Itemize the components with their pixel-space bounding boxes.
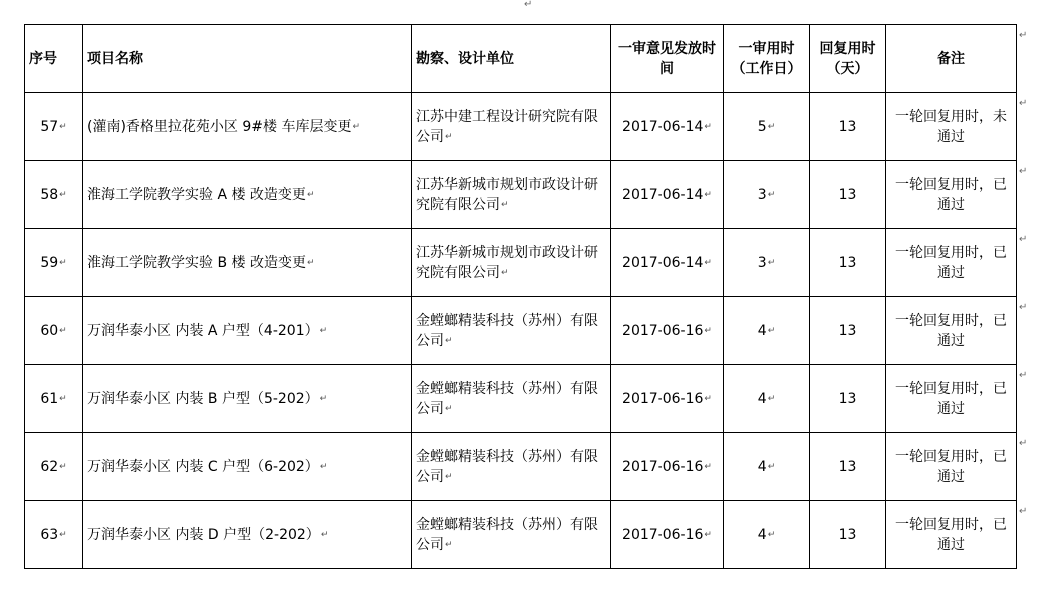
- project-table: [24, 24, 1017, 569]
- row-end-mark-icon: ↵: [1019, 438, 1028, 449]
- paragraph-mark-icon: ↵: [524, 0, 533, 10]
- project-name-cell: 万润华泰小区 内装 A 户型（4-201）↵: [83, 297, 412, 365]
- cell-mark-icon: ↵: [501, 199, 509, 210]
- row-end-mark-icon: ↵: [1019, 506, 1028, 517]
- cell-mark-icon: ↵: [767, 461, 776, 472]
- cell-mark-icon: ↵: [319, 393, 328, 404]
- cell-mark-icon: ↵: [704, 121, 712, 132]
- header-design-unit: 勘察、设计单位: [412, 25, 611, 93]
- table-row: [25, 501, 1017, 569]
- header-project-name: 项目名称: [83, 25, 412, 93]
- row-end-mark-icon: ↵: [1019, 166, 1028, 177]
- row-end-mark-icon: ↵: [1019, 302, 1028, 313]
- cell-mark-icon: ↵: [319, 325, 328, 336]
- review-date-cell: 2017-06-16↵: [611, 501, 724, 569]
- project-name-cell: 淮海工学院教学实验 B 楼 改造变更↵: [83, 229, 412, 297]
- cell-mark-icon: ↵: [59, 189, 67, 200]
- cell-mark-icon: ↵: [704, 529, 712, 540]
- first-review-days-cell: 5↵: [724, 93, 810, 161]
- note-cell: 一轮回复用时，已通过: [886, 297, 1017, 365]
- cell-mark-icon: ↵: [501, 267, 509, 278]
- note-cell: 一轮回复用时，已通过: [886, 501, 1017, 569]
- project-name-cell: 万润华泰小区 内装 B 户型（5-202）↵: [83, 365, 412, 433]
- cell-mark-icon: ↵: [767, 529, 776, 540]
- cell-mark-icon: ↵: [59, 393, 67, 404]
- first-review-days-cell: 4↵: [724, 433, 810, 501]
- seq-cell: 61↵: [25, 365, 83, 433]
- table-row: [25, 93, 1017, 161]
- row-end-mark-icon: ↵: [1019, 234, 1028, 245]
- cell-mark-icon: ↵: [445, 471, 453, 482]
- header-note: 备注: [886, 25, 1017, 93]
- seq-cell: 63↵: [25, 501, 83, 569]
- cell-mark-icon: ↵: [445, 403, 453, 414]
- cell-mark-icon: ↵: [704, 325, 712, 336]
- design-unit-cell: 金螳螂精装科技（苏州）有限公司↵: [412, 501, 611, 569]
- seq-cell: 60↵: [25, 297, 83, 365]
- review-date-cell: 2017-06-14↵: [611, 229, 724, 297]
- row-end-mark-icon: ↵: [1019, 370, 1028, 381]
- table-row: [25, 161, 1017, 229]
- review-date-cell: 2017-06-16↵: [611, 297, 724, 365]
- cell-mark-icon: ↵: [445, 131, 453, 142]
- reply-days-cell: 13: [810, 433, 886, 501]
- project-name-cell: 淮海工学院教学实验 A 楼 改造变更↵: [83, 161, 412, 229]
- note-cell: 一轮回复用时，已通过: [886, 229, 1017, 297]
- design-unit-cell: 江苏华新城市规划市政设计研究院有限公司↵: [412, 229, 611, 297]
- cell-mark-icon: ↵: [767, 393, 776, 404]
- reply-days-cell: 13: [810, 297, 886, 365]
- cell-mark-icon: ↵: [704, 189, 712, 200]
- reply-days-cell: 13: [810, 501, 886, 569]
- row-end-mark-icon: ↵: [1019, 98, 1028, 109]
- cell-mark-icon: ↵: [59, 529, 67, 540]
- seq-cell: 57↵: [25, 93, 83, 161]
- cell-mark-icon: ↵: [59, 325, 67, 336]
- cell-mark-icon: ↵: [704, 393, 712, 404]
- cell-mark-icon: ↵: [767, 189, 776, 200]
- cell-mark-icon: ↵: [445, 539, 453, 550]
- cell-mark-icon: ↵: [306, 189, 315, 200]
- first-review-days-cell: 4↵: [724, 297, 810, 365]
- table-row: [25, 433, 1017, 501]
- row-end-mark-icon: ↵: [1019, 30, 1028, 41]
- design-unit-cell: 金螳螂精装科技（苏州）有限公司↵: [412, 297, 611, 365]
- project-name-cell: 万润华泰小区 内装 C 户型（6-202）↵: [83, 433, 412, 501]
- reply-days-cell: 13: [810, 229, 886, 297]
- seq-cell: 58↵: [25, 161, 83, 229]
- review-date-cell: 2017-06-16↵: [611, 365, 724, 433]
- header-seq: 序号: [25, 25, 83, 93]
- review-date-cell: 2017-06-16↵: [611, 433, 724, 501]
- review-date-cell: 2017-06-14↵: [611, 161, 724, 229]
- header-first-review-date: 一审意见发放时间: [611, 25, 724, 93]
- cell-mark-icon: ↵: [319, 461, 328, 472]
- table-row: [25, 229, 1017, 297]
- design-unit-cell: 金螳螂精装科技（苏州）有限公司↵: [412, 433, 611, 501]
- cell-mark-icon: ↵: [352, 121, 361, 132]
- design-unit-cell: 江苏中建工程设计研究院有限公司↵: [412, 93, 611, 161]
- cell-mark-icon: ↵: [306, 257, 315, 268]
- seq-cell: 62↵: [25, 433, 83, 501]
- first-review-days-cell: 3↵: [724, 161, 810, 229]
- cell-mark-icon: ↵: [704, 257, 712, 268]
- cell-mark-icon: ↵: [704, 461, 712, 472]
- seq-cell: 59↵: [25, 229, 83, 297]
- project-name-cell: (灌南)香格里拉花苑小区 9#楼 车库层变更↵: [83, 93, 412, 161]
- note-cell: 一轮回复用时，已通过: [886, 161, 1017, 229]
- cell-mark-icon: ↵: [59, 121, 67, 132]
- reply-days-cell: 13: [810, 365, 886, 433]
- cell-mark-icon: ↵: [767, 121, 776, 132]
- design-unit-cell: 金螳螂精装科技（苏州）有限公司↵: [412, 365, 611, 433]
- table-header-row: [25, 25, 1017, 93]
- header-first-review-days: 一审用时（工作日）: [724, 25, 810, 93]
- cell-mark-icon: ↵: [59, 461, 67, 472]
- cell-mark-icon: ↵: [445, 335, 453, 346]
- project-name-cell: 万润华泰小区 内装 D 户型（2-202）↵: [83, 501, 412, 569]
- reply-days-cell: 13: [810, 93, 886, 161]
- cell-mark-icon: ↵: [59, 257, 67, 268]
- cell-mark-icon: ↵: [767, 325, 776, 336]
- first-review-days-cell: 4↵: [724, 501, 810, 569]
- design-unit-cell: 江苏华新城市规划市政设计研究院有限公司↵: [412, 161, 611, 229]
- first-review-days-cell: 4↵: [724, 365, 810, 433]
- note-cell: 一轮回复用时，已通过: [886, 365, 1017, 433]
- header-reply-days: 回复用时（天）: [810, 25, 886, 93]
- note-cell: 一轮回复用时，未通过: [886, 93, 1017, 161]
- table-row: [25, 365, 1017, 433]
- table-row: [25, 297, 1017, 365]
- cell-mark-icon: ↵: [767, 257, 776, 268]
- review-date-cell: 2017-06-14↵: [611, 93, 724, 161]
- cell-mark-icon: ↵: [320, 529, 329, 540]
- note-cell: 一轮回复用时，已通过: [886, 433, 1017, 501]
- first-review-days-cell: 3↵: [724, 229, 810, 297]
- reply-days-cell: 13: [810, 161, 886, 229]
